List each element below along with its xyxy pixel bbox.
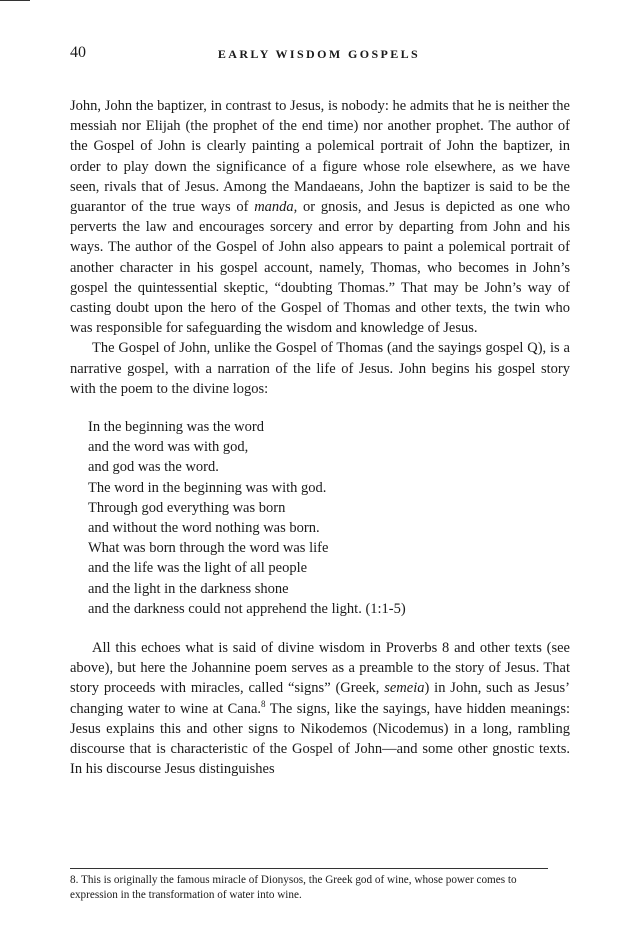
footnote-reference[interactable]: 8 [261, 698, 266, 709]
verse-line: and the word was with god, [88, 439, 249, 456]
paragraph-1-text-a: John, John the baptizer, in contrast to Jesus, is nobody: he admits that he is neither the messiah nor Elijah (the prophet of the end time) nor another prophet. The author of the Gospel of John is clearly painting a polemical portrait of John the baptizer, in order to play down the significance of a figure whose role elsewhere, as we have seen, rivals that of Jesus. Among the Mandaeans, John the baptizer is said to be the guarantor of the true ways of [70, 98, 570, 216]
verse-line: and god was the word. [88, 459, 219, 476]
verse-line: and the light in the darkness shone [88, 580, 289, 597]
paragraph-1-text-b: or gnosis, and Jesus is depicted as one who perverts the law and encourages sorcery and error by departing from John and his ways. The author of the Gospel of John also appears to paint a polemical portrait of another character in his gospel account, namely, Thomas, who becomes in John’s gospel the quintessential skeptic, “doubting Thomas.” That may be John’s way of casting doubt upon the hero of the Gospel of Thomas and other texts, the twin who was responsible for safeguarding the wisdom and knowledge of Jesus. [70, 199, 570, 337]
verse-line: The word in the beginning was with god. [88, 479, 327, 496]
logos-poem [88, 417, 570, 619]
verse-line: and the life was the light of all people [88, 560, 308, 577]
verse-line: and the darkness could not apprehend the light. (1:1-5) [88, 600, 406, 617]
italic-term-manda: manda, [254, 199, 298, 216]
paragraph-3-text-c: The signs, like the sayings, have hidden meanings: Jesus explains this and other signs to Nikodemos (Nicodemus) in a long, rambling discourse that is characteristic of the Gospel of John—and some other gnostic texts. In his discourse Jesus distinguishes [70, 700, 570, 778]
verse-line: What was born through the word was life [88, 540, 329, 557]
footnote-8: 8. This is originally the famous miracle of Dionysos, the Greek god of wine, whose power comes to expression in the transformation of water into wine. [70, 874, 517, 901]
verse-line: Through god everything was born [88, 499, 286, 516]
page-number: 40 [70, 44, 86, 61]
running-title: EARLY WISDOM GOSPELS [217, 47, 421, 61]
body-text [70, 96, 570, 780]
paragraph-3-text-b: ) in John, such as Jesus’ changing water to wine at Cana. [70, 680, 570, 717]
footnote-divider [70, 868, 548, 869]
paragraph-3 [70, 638, 570, 779]
italic-term-semeia: semeia [384, 680, 425, 697]
verse-line: and without the word nothing was born. [88, 520, 320, 537]
paragraph-1 [70, 96, 570, 338]
paragraph-3-text-a: All this echoes what is said of divine wisdom in Proverbs 8 and other texts (see above), but here the Johannine poem serves as a preamble to the story of Jesus. That story proceeds with miracles, called “signs” (Greek, [70, 640, 570, 697]
paragraph-2: The Gospel of John, unlike the Gospel of Thomas (and the sayings gospel Q), is a narrative gospel, with a narration of the life of Jesus. John begins his gospel story with the poem to the divine logos: [70, 340, 570, 397]
corner-rule [0, 0, 30, 1]
verse-line: In the beginning was the word [88, 419, 264, 436]
